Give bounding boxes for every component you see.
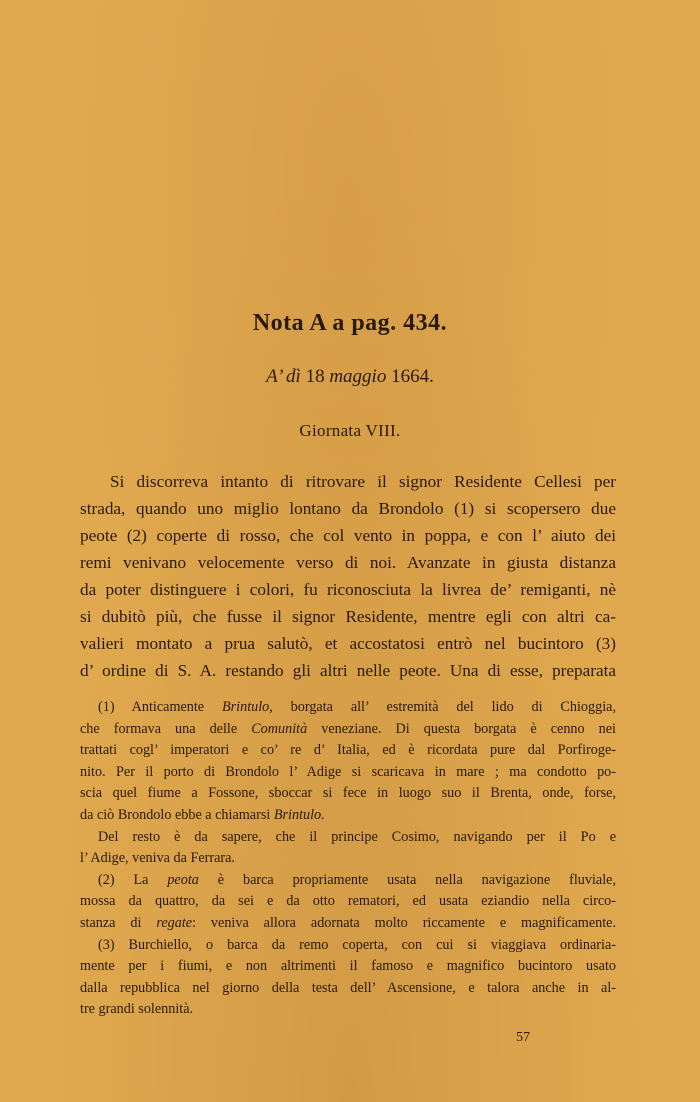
main-paragraph	[80, 468, 616, 684]
footnote-3-line: mente per i fiumi, e non altrimenti il famoso e magnifico bucintoro usato	[80, 958, 616, 975]
body-line: si dubitò più, che fusse il signor Residente, mentre egli con altri ca-	[80, 607, 616, 626]
footnote-1-line	[80, 719, 616, 741]
footnote-text: (1) Anticamente	[98, 699, 222, 715]
date-day: 18	[305, 366, 325, 387]
footnote-text: da ciò Brondolo ebbe a chiamarsi	[80, 806, 274, 823]
body-line: Si discorreva intanto di ritrovare il signor Residente Cellesi per	[110, 472, 616, 491]
footnote-italic: Comunità	[251, 720, 308, 737]
footnote-2-line	[80, 870, 616, 892]
footnote-2-line	[80, 913, 616, 935]
footnote-text: borgata all’ estremità del lido di Chioggia,	[272, 699, 616, 715]
footnote-text: : veniva allora adornata molto riccamente e magnificamente.	[192, 914, 616, 931]
body-line: remi venivano velocemente verso di noi. Avanzate in giusta distanza	[80, 553, 616, 572]
day-subtitle: Giornata VIII.	[299, 421, 401, 440]
footnote-text: stanza di	[80, 914, 157, 931]
date-year: 1664.	[391, 366, 434, 387]
body-line: da poter distinguere i colori, fu riconosciuta la livrea de’ remiganti, nè	[80, 580, 616, 599]
page-number: 57	[516, 1030, 530, 1045]
date-prefix: A’ dì	[266, 366, 301, 387]
date-month: maggio	[329, 366, 387, 387]
footnote-italic: peota	[167, 871, 199, 888]
body-line: strada, quando uno miglio lontano da Brondolo (1) si scopersero due	[80, 499, 616, 518]
footnote-text: è barca propriamente usata nella navigazione fluviale,	[198, 871, 616, 888]
footnote-italic: Brintulo,	[221, 699, 273, 715]
footnote-3-line: dalla repubblica nel giorno della testa dell’ Ascensione, e talora anche in al-	[80, 979, 616, 996]
body-line: d’ ordine di S. A. restando gli altri nelle peote. Una di esse, preparata	[80, 661, 616, 680]
footnote-1-line: scia quel fiume a Fossone, sboccar si fece in luogo suo il Brenta, onde, forse,	[80, 785, 616, 802]
footnote-1-line	[80, 805, 616, 827]
footnote-italic: Brintulo.	[273, 806, 325, 823]
footnote-italic: regate	[156, 914, 193, 931]
footnote-text: che formava una delle	[80, 720, 252, 737]
footnote-1-line	[80, 697, 616, 719]
footnote-3-line: (3) Burchiello, o barca da remo coperta, con cui si viaggiava ordinaria-	[98, 936, 616, 953]
footnotes	[80, 697, 616, 1021]
footnote-extra-line: l’ Adige, veniva da Ferrara.	[80, 850, 235, 867]
footnote-3-line: tre grandi solennità.	[80, 1001, 194, 1018]
footnote-text: veneziane. Di questa borgata è cenno nei	[307, 720, 617, 737]
entry-date	[0, 366, 700, 388]
body-line: peote (2) coperte di rosso, che col vento in poppa, e con l’ aiuto dei	[80, 526, 616, 545]
footnote-extra-line: Del resto è da sapere, che il principe Cosimo, navigando per il Po e	[98, 828, 616, 845]
body-line: valieri montato a prua salutò, et accostatosi entrò nel bucintoro (3)	[80, 634, 616, 653]
footnote-text: (2) La	[98, 871, 168, 888]
note-heading: Nota A a pag. 434.	[252, 310, 448, 336]
footnote-1-line: trattati cogl’ imperatori e co’ re d’ Italia, ed è ricordata pure dal Porfiroge-	[80, 742, 616, 759]
footnote-2-line: mossa da quattro, da sei e da otto rematori, ed usata eziandio nella circo-	[80, 893, 616, 910]
footnote-1-line: nito. Per il porto di Brondolo l’ Adige si scaricava in mare ; ma condotto po-	[80, 763, 616, 780]
